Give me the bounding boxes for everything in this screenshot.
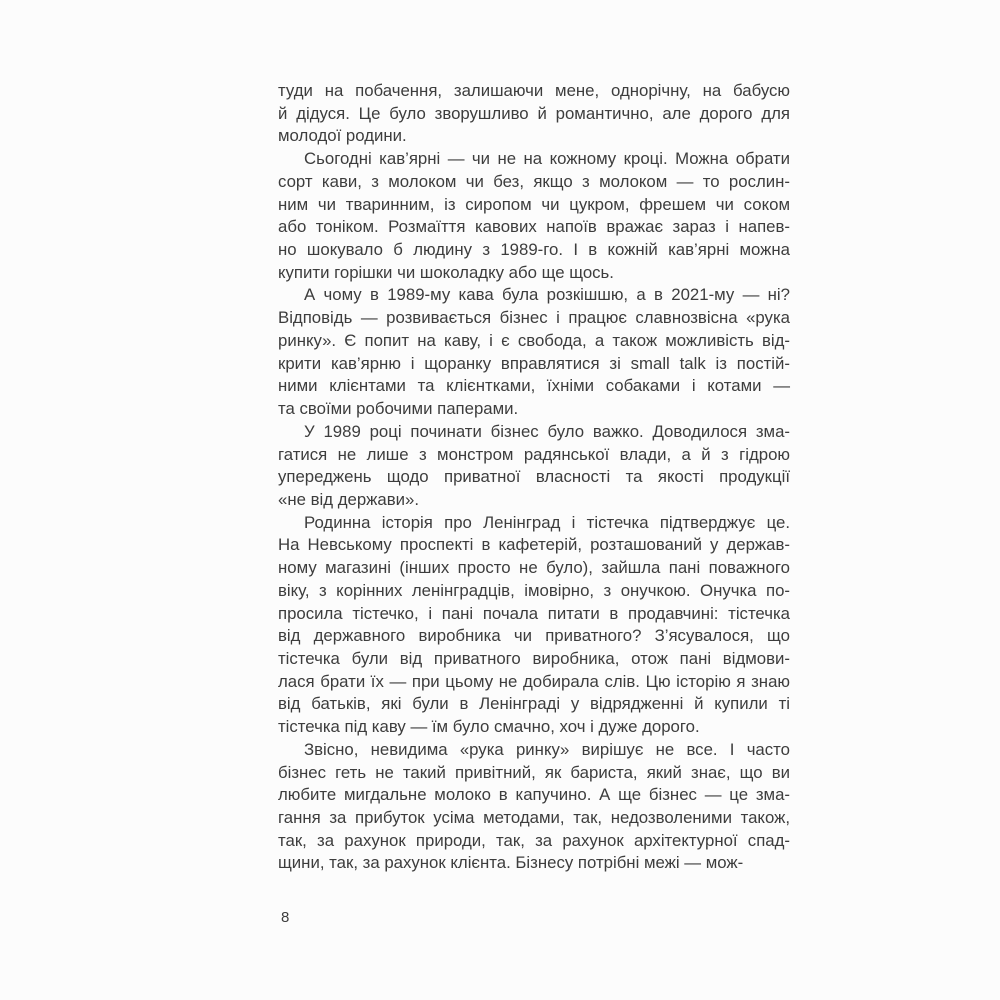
text-line: туди на побачення, залишаючи мене, однорічну, на бабусю xyxy=(278,81,790,100)
text-line: так, за рахунок природи, так, за рахунок архітектурної спад- xyxy=(278,830,790,850)
text-line: й дідуся. Це було зворушливо й романтично, але дорого для xyxy=(278,103,790,123)
text-line: Сьогодні кав’ярні — чи не на кожному кроці. Можна обрати xyxy=(304,149,790,169)
paragraph xyxy=(278,421,790,512)
text-line: молодої родини. xyxy=(278,126,407,146)
text-line: Звісно, невидима «рука ринку» вирішує не все. І часто xyxy=(304,739,790,759)
text-line: щини, так, за рахунок клієнта. Бізнесу потрібні межі — мож- xyxy=(278,853,744,873)
paragraph xyxy=(278,739,790,875)
text-line: А чому в 1989-му кава була розкішшю, а в 2021-му — ні? xyxy=(304,285,790,305)
text-line: ринку». Є попит на каву, і є свобода, а також можливість від- xyxy=(278,330,790,350)
text-line: тістечка під каву — їм було смачно, хоч і дуже дорого. xyxy=(278,717,700,737)
page-text xyxy=(278,80,790,875)
text-line: Родинна історія про Ленінград і тістечка підтверджує це. xyxy=(304,512,790,532)
text-line: У 1989 році починати бізнес було важко. Доводилося зма- xyxy=(304,421,790,441)
text-line: крити кав’ярню і щоранку вправлятися зі small talk із постій- xyxy=(278,353,790,373)
text-line: сорт кави, з молоком чи без, якщо з молоком — то рослин- xyxy=(278,171,790,191)
text-line: ному магазині (інших просто не було), зайшла пані поважного xyxy=(278,558,790,578)
text-line: тістечка були від приватного виробника, отож пані відмови- xyxy=(278,648,790,668)
text-line: ним чи тваринним, із сиропом чи цукром, фрешем чи соком xyxy=(278,194,790,214)
text-line: «не від держави». xyxy=(278,489,419,509)
paragraph xyxy=(278,512,790,739)
text-line: На Невському проспекті в кафетерій, розташований у держав- xyxy=(278,535,790,555)
page-footer xyxy=(281,907,289,929)
text-line: бізнес геть не такий привітний, як бариста, який знає, що ви xyxy=(278,762,790,782)
text-line: гатися не лише з монстром радянської влади, а й з гідрою xyxy=(278,444,790,464)
text-line: Відповідь — розвивається бізнес і працює славнозвісна «рука xyxy=(278,308,790,328)
text-line: но шокувало б людину з 1989-го. І в кожній кав’ярні можна xyxy=(278,240,790,260)
text-line: від державного виробника чи приватного? З’ясувалося, що xyxy=(278,626,790,646)
text-line: від батьків, які були в Ленінграді у відрядженні й купили ті xyxy=(278,694,790,714)
text-line: просила тістечко, і пані почала питати в продавчині: тістечка xyxy=(278,603,790,623)
text-line: та своїми робочими паперами. xyxy=(278,399,519,419)
text-line: віку, з корінних ленінградців, імовірно, з онучкою. Онучка по- xyxy=(278,580,790,600)
text-line: ними клієнтами та клієнтками, їхніми собаками і котами — xyxy=(278,376,790,396)
text-line: лася брати їх — при цьому не добирала слів. Цю історію я знаю xyxy=(278,671,790,691)
text-line: купити горішки чи шоколадку або ще щось. xyxy=(278,262,614,282)
text-line: або тоніком. Розмаїття кавових напоїв вражає зараз і напев- xyxy=(278,217,790,237)
text-line: гання за прибуток усіма методами, так, недозволеними також, xyxy=(278,808,790,827)
paragraph xyxy=(278,80,790,148)
paragraph xyxy=(278,148,790,284)
page-number: 8 xyxy=(281,909,290,926)
text-line: упереджень щодо приватної власності та якості продукції xyxy=(278,467,790,487)
text-line: любите мигдальне молоко в капучино. А ще бізнес — це зма- xyxy=(278,785,790,805)
paragraph xyxy=(278,284,790,420)
